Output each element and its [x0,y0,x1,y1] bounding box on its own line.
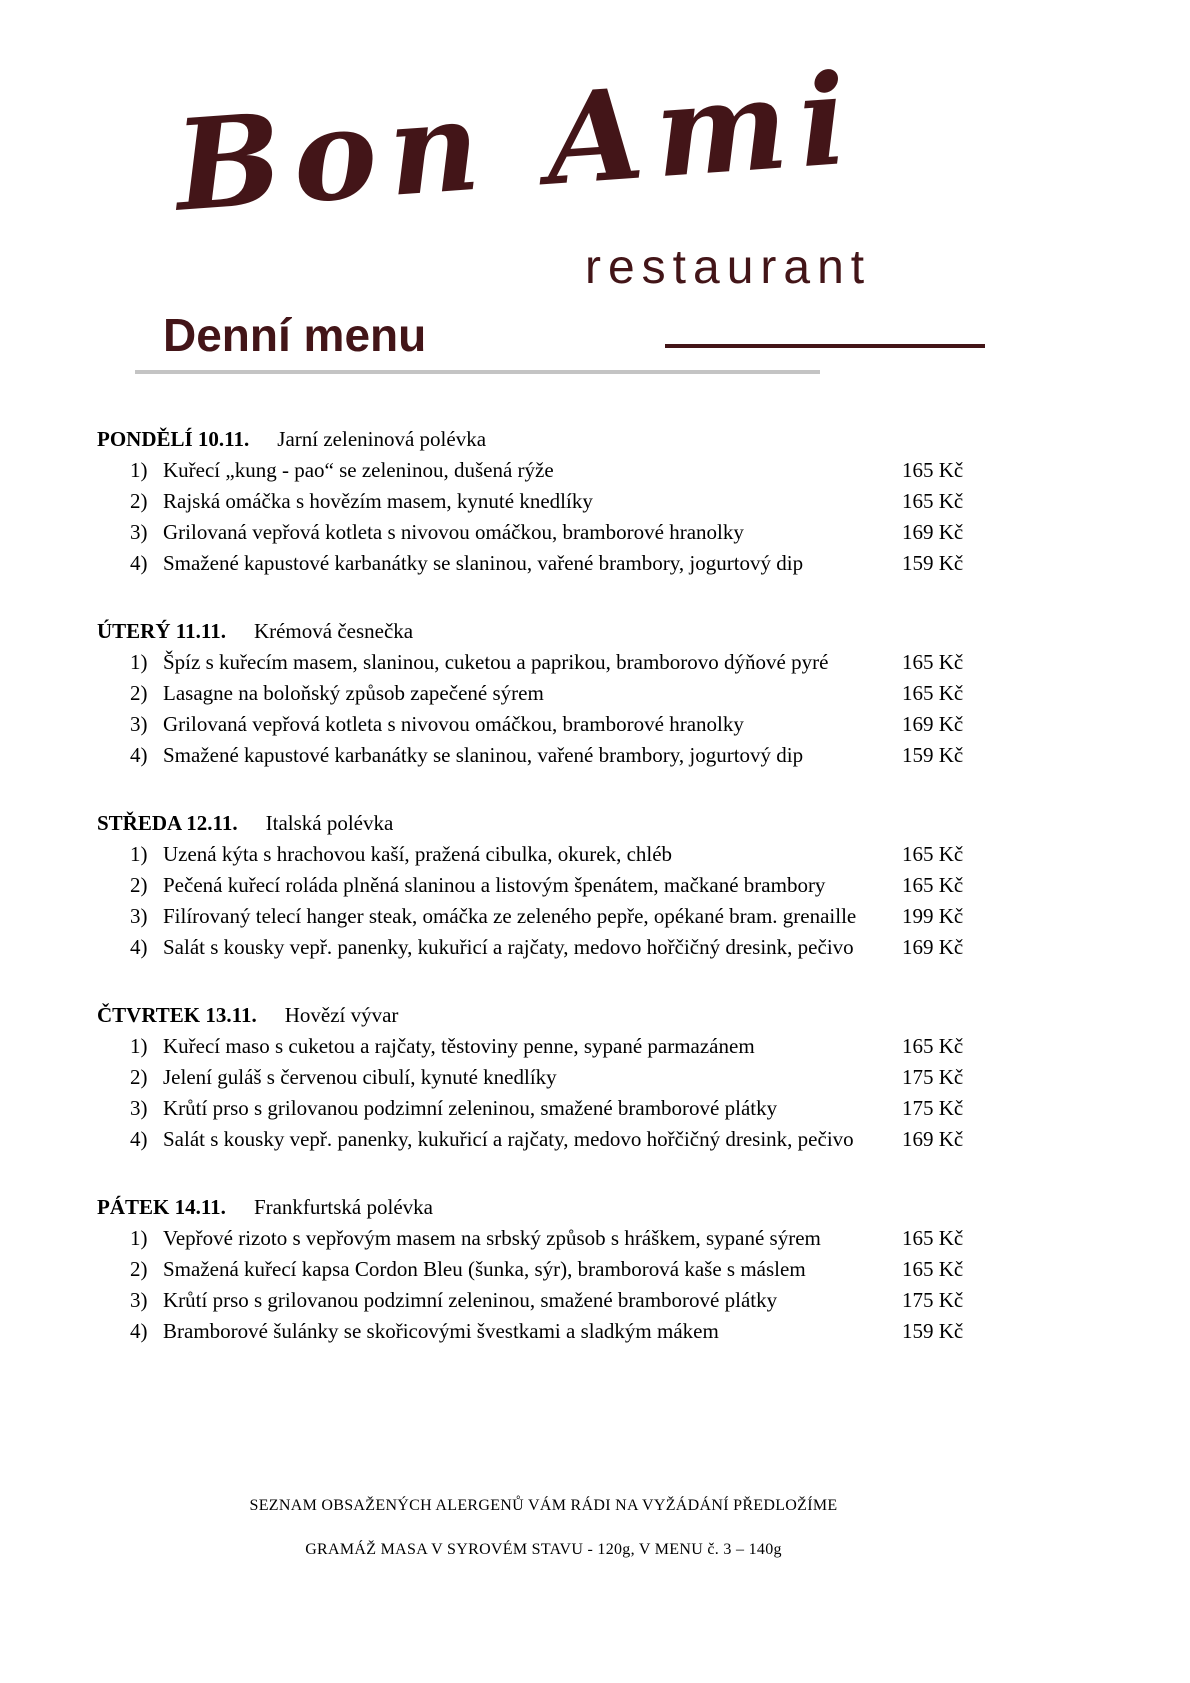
day-name: ÚTERÝ 11.11. [97,619,226,643]
item-price: 165 Kč [902,1257,964,1281]
day-items [97,839,990,963]
menu-item [130,1031,990,1062]
day-header [97,424,990,455]
item-price: 159 Kč [902,1319,964,1343]
item-number: 4) [130,935,148,959]
item-price: 165 Kč [902,873,964,897]
item-text: Kuřecí maso s cuketou a rajčaty, těstoviny penne, sypané parmazánem [163,1034,755,1058]
day-name: ČTVRTEK 13.11. [97,1003,257,1027]
item-text: Salát s kousky vepř. panenky, kukuřicí a rajčaty, medovo hořčičný dresink, pečivo [163,1127,854,1151]
header-divider-dark [665,344,985,348]
item-price: 169 Kč [902,712,964,736]
item-number: 3) [130,1288,148,1312]
item-text: Krůtí prso s grilovanou podzimní zeleninou, smažené bramborové plátky [163,1096,778,1120]
item-number: 4) [130,1319,148,1343]
day-soup: Krémová česnečka [253,619,414,643]
footer-notes [97,1497,990,1559]
menu-item [130,839,990,870]
menu-item [130,1062,990,1093]
item-number: 1) [130,458,148,482]
item-number: 3) [130,712,148,736]
item-price: 165 Kč [902,681,964,705]
day-section-wednesday [97,808,990,963]
day-items [97,647,990,771]
item-price: 165 Kč [902,1034,964,1058]
day-items [97,1223,990,1347]
item-text: Lasagne na boloňský způsob zapečené sýrem [163,681,544,705]
menu-item [130,901,990,932]
item-price: 165 Kč [902,650,964,674]
item-price: 159 Kč [902,743,964,767]
day-name: STŘEDA 12.11. [97,811,238,835]
day-header [97,616,990,647]
daily-menu [97,424,990,1384]
item-number: 1) [130,842,148,866]
item-number: 3) [130,1096,148,1120]
item-number: 2) [130,873,148,897]
item-text: Smažené kapustové karbanátky se slaninou, vařené brambory, jogurtový dip [163,551,804,575]
item-text: Grilovaná vepřová kotleta s nivovou omáčkou, bramborové hranolky [163,520,744,544]
item-number: 2) [130,1257,148,1281]
restaurant-logo-subtitle: restaurant [585,241,872,294]
item-price: 175 Kč [902,1288,964,1312]
menu-item [130,870,990,901]
day-name: PONDĚLÍ 10.11. [97,427,250,451]
menu-item [130,709,990,740]
day-items [97,455,990,579]
item-text: Kuřecí „kung - pao“ se zeleninou, dušená rýže [163,458,554,482]
menu-item [130,678,990,709]
menu-item [130,548,990,579]
item-number: 1) [130,1034,148,1058]
menu-item [130,647,990,678]
day-name: PÁTEK 14.11. [97,1195,226,1219]
item-number: 3) [130,520,148,544]
day-section-friday [97,1192,990,1347]
menu-item [130,1223,990,1254]
item-text: Rajská omáčka s hovězím masem, kynuté knedlíky [163,489,593,513]
menu-item [130,932,990,963]
item-number: 1) [130,1226,148,1250]
item-number: 2) [130,489,148,513]
item-number: 1) [130,650,148,674]
item-price: 169 Kč [902,935,964,959]
menu-item [130,1285,990,1316]
menu-item [130,740,990,771]
item-price: 165 Kč [902,842,964,866]
header-divider-gray [135,370,820,374]
item-price: 175 Kč [902,1096,964,1120]
item-text: Smažená kuřecí kapsa Cordon Bleu (šunka, sýr), bramborová kaše s máslem [163,1257,806,1281]
item-text: Grilovaná vepřová kotleta s nivovou omáčkou, bramborové hranolky [163,712,744,736]
item-number: 4) [130,743,148,767]
item-price: 169 Kč [902,1127,964,1151]
allergen-note: SEZNAM OBSAŽENÝCH ALERGENŮ VÁM RÁDI NA VYŽÁDÁNÍ PŘEDLOŽÍME [249,1497,838,1514]
day-header [97,808,990,839]
day-items [97,1031,990,1155]
item-text: Filírovaný telecí hanger steak, omáčka ze zeleného pepře, opékané bram. grenaille [163,904,857,928]
day-soup: Jarní zeleninová polévka [277,427,487,451]
menu-item [130,1254,990,1285]
item-text: Smažené kapustové karbanátky se slaninou, vařené brambory, jogurtový dip [163,743,804,767]
menu-item [130,517,990,548]
item-text: Jelení guláš s červenou cibulí, kynuté knedlíky [163,1065,557,1089]
item-price: 169 Kč [902,520,964,544]
menu-item [130,486,990,517]
day-soup: Frankfurtská polévka [253,1195,433,1219]
item-number: 4) [130,1127,148,1151]
day-section-monday [97,424,990,579]
menu-item [130,1093,990,1124]
item-price: 199 Kč [902,904,964,928]
item-number: 3) [130,904,148,928]
day-soup: Hovězí vývar [284,1003,399,1027]
item-price: 165 Kč [902,1226,964,1250]
page-title: Denní menu [163,309,427,361]
menu-item [130,1316,990,1347]
item-text: Krůtí prso s grilovanou podzimní zeleninou, smažené bramborové plátky [163,1288,778,1312]
day-section-tuesday [97,616,990,771]
item-text: Bramborové šulánky se skořicovými švestkami a sladkým mákem [163,1319,719,1343]
item-text: Vepřové rizoto s vepřovým masem na srbský způsob s hráškem, sypané sýrem [163,1226,821,1250]
item-number: 4) [130,551,148,575]
item-price: 175 Kč [902,1065,964,1089]
restaurant-logo: Bon Ami [170,46,864,240]
day-header [97,1000,990,1031]
item-number: 2) [130,681,148,705]
menu-item [130,1124,990,1155]
item-text: Špíz s kuřecím masem, slaninou, cuketou a paprikou, bramborovo dýňové pyré [163,650,829,674]
item-price: 165 Kč [902,458,964,482]
item-price: 165 Kč [902,489,964,513]
item-text: Salát s kousky vepř. panenky, kukuřicí a rajčaty, medovo hořčičný dresink, pečivo [163,935,854,959]
item-text: Uzená kýta s hrachovou kaší, pražená cibulka, okurek, chléb [163,842,673,866]
day-section-thursday [97,1000,990,1155]
menu-item [130,455,990,486]
day-soup: Italská polévka [265,811,394,835]
item-price: 159 Kč [902,551,964,575]
item-text: Pečená kuřecí roláda plněná slaninou a listovým špenátem, mačkané brambory [163,873,826,897]
item-number: 2) [130,1065,148,1089]
weight-note: GRAMÁŽ MASA V SYROVÉM STAVU - 120g, V MENU č. 3 – 140g [305,1541,782,1558]
day-header [97,1192,990,1223]
